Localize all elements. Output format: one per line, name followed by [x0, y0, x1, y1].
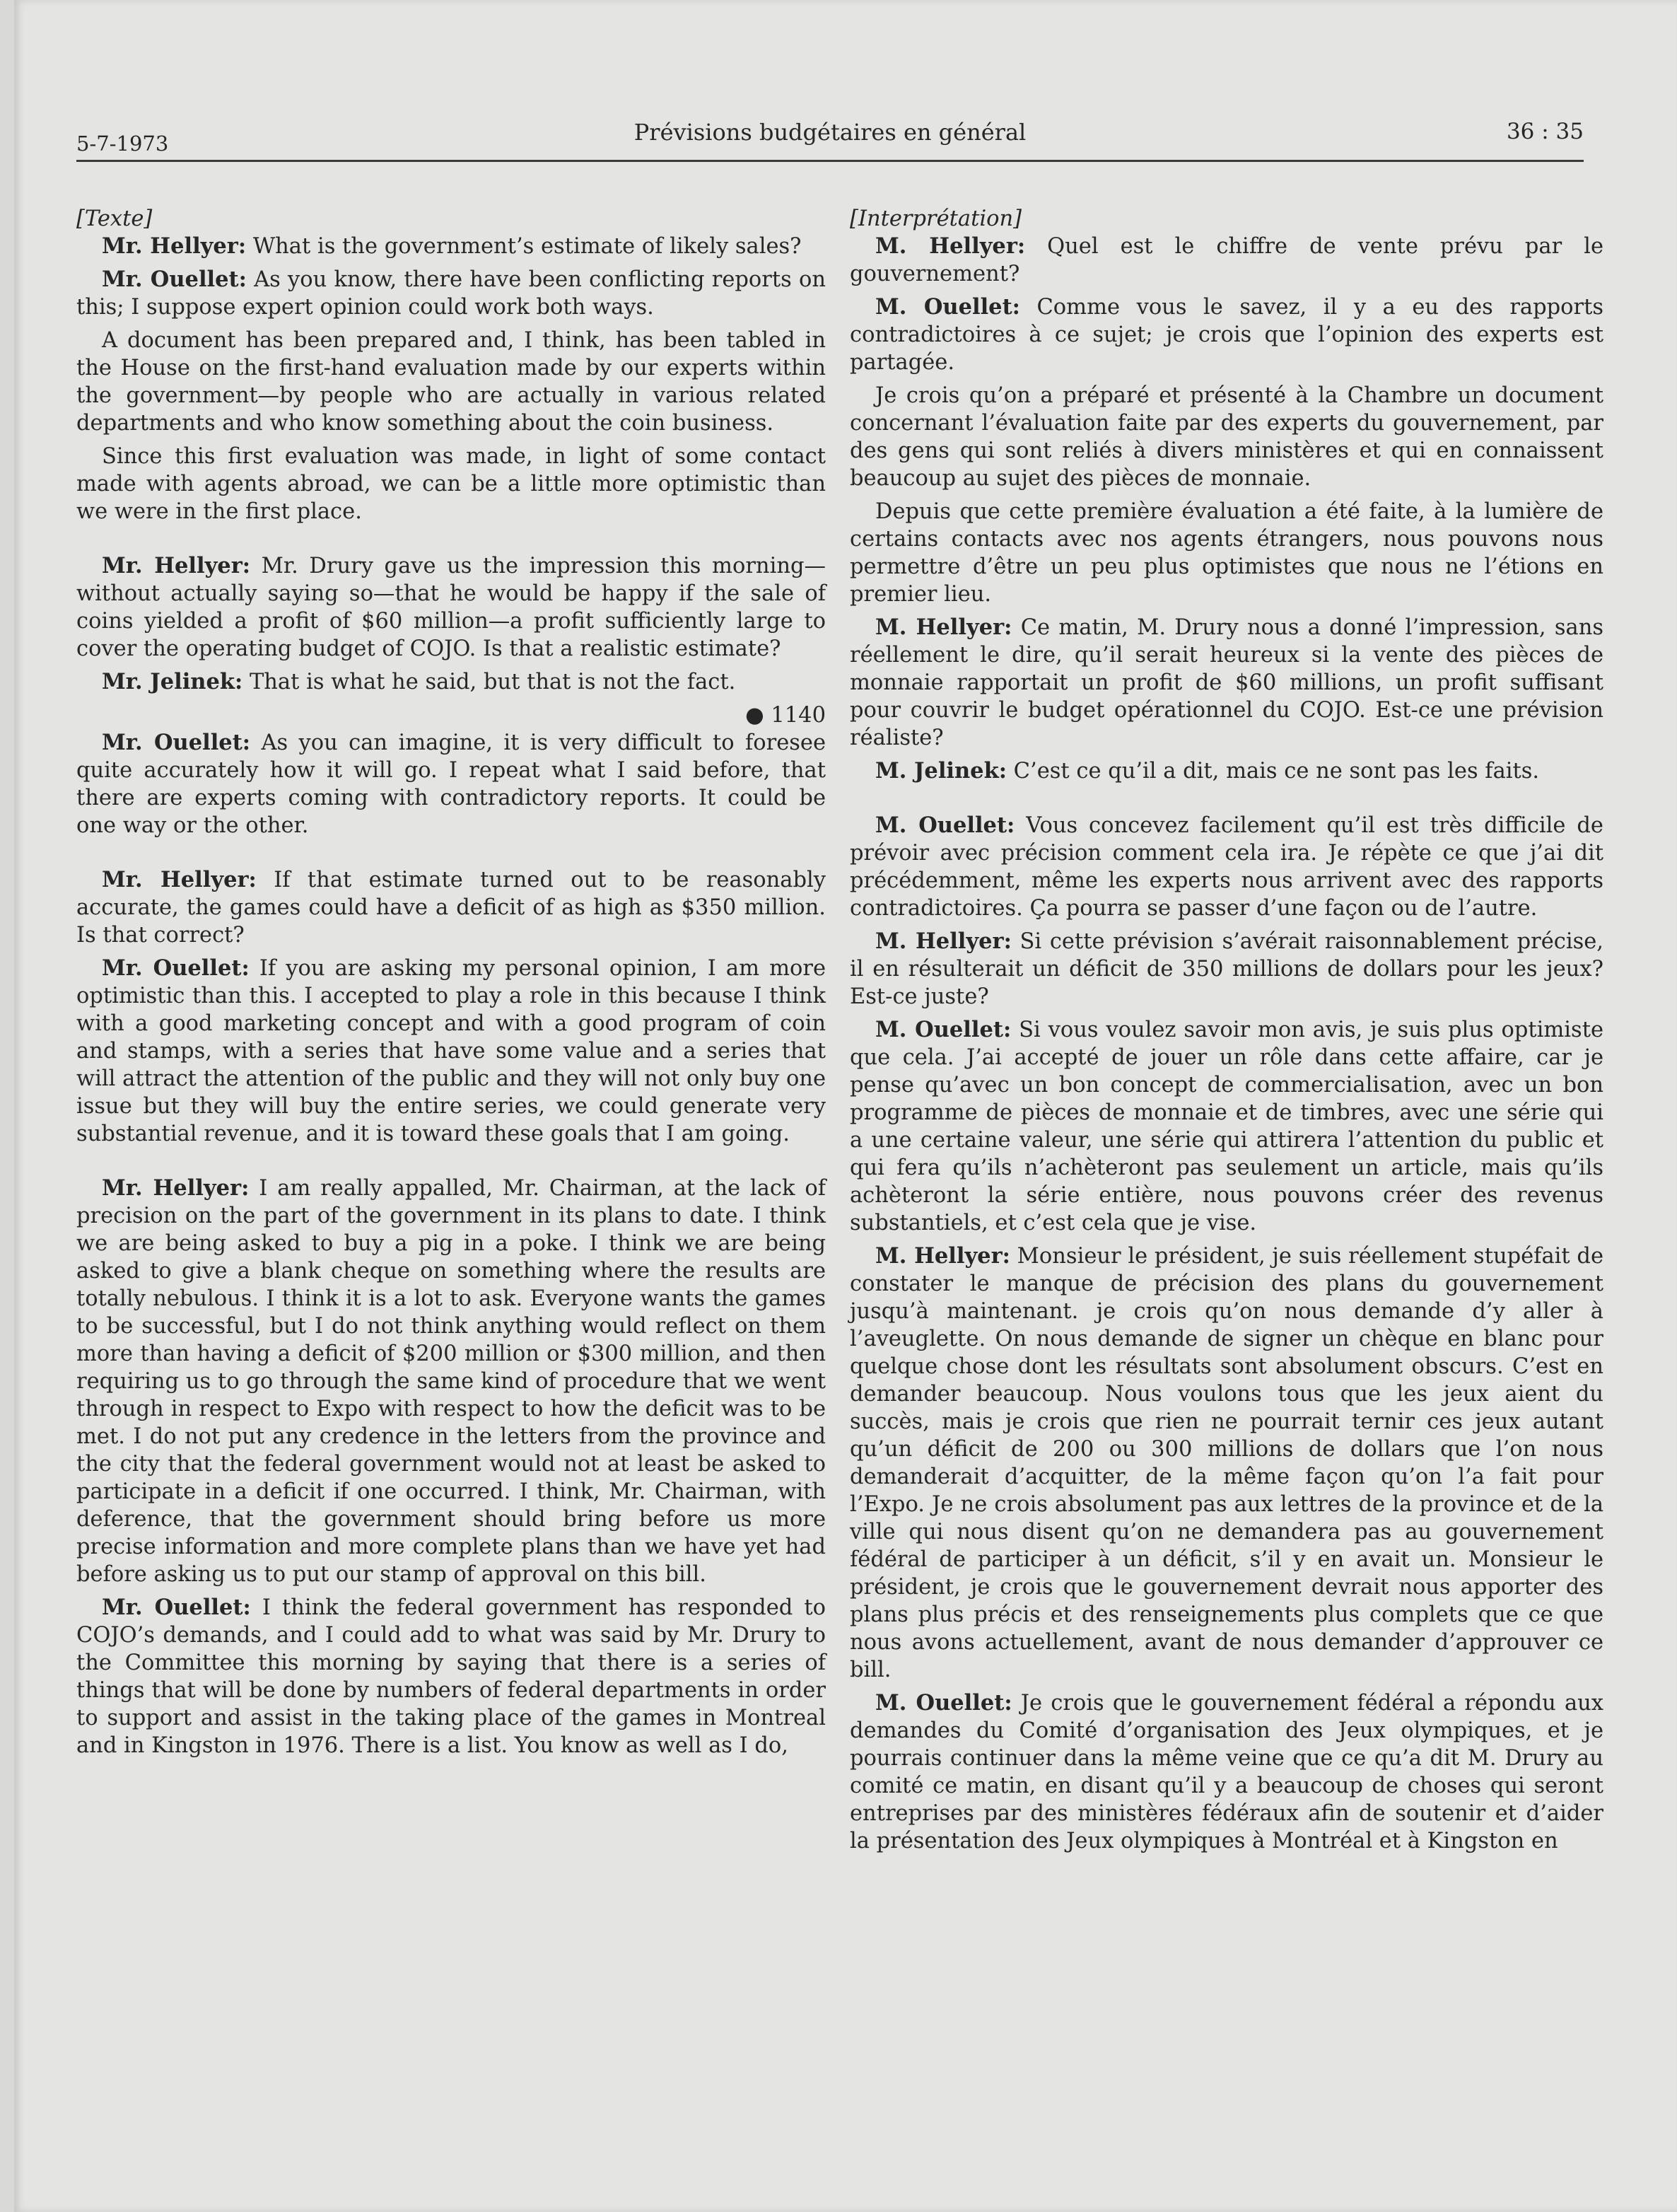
- paragraph-text: I think the federal government has responded to COJO’s demands, and I could add to what was said by Mr. Drury to the Committee this morning by saying that there is a series of things that will be done by numbers of federal departments in order to support and assist in the taking place of the games in Montreal and in Kingston in 1976. There is a list. You know as well as I do,: [76, 1595, 826, 1758]
- paragraph: [76, 955, 826, 1148]
- speaker-name: M. Ouellet:: [875, 813, 1015, 838]
- document-page: [14, 0, 1677, 2212]
- header-title: Prévisions budgétaires en général: [633, 119, 1027, 146]
- paragraph-text: Comme vous le savez, il y a eu des rapports contradictoires à ce sujet; je crois que l’opinion des experts est partagée.: [850, 295, 1603, 375]
- section-label: [Texte]: [76, 206, 153, 231]
- paragraph: [76, 1175, 826, 1588]
- paragraph-text: Since this first evaluation was made, in light of some contact made with agents abroad, we can be a little more optimistic than we were in the first place.: [76, 444, 826, 524]
- paragraph-text: Si cette prévision s’avérait raisonnablement précise, il en résulterait un déficit de 350 millions de dollars pour les jeux? Est-ce juste?: [850, 929, 1603, 1009]
- speaker-name: Mr. Ouellet:: [102, 730, 251, 755]
- speaker-name: Mr. Ouellet:: [102, 955, 250, 981]
- paragraph-text: Si vous voulez savoir mon avis, je suis plus optimiste que cela. J’ai accepté de jouer un rôle dans cette affaire, car je pense qu’avec un bon concept de commercialisation, avec un bon programme de pièces de monnaie et de timbres, avec une série qui a une certaine valeur, une série qui attirera l’attention du public et qui fera qu’ils n’achèteront pas seulement un article, mais qu’ils achèteront la série entière, nous pouvons créer des revenus substantiels, et c’est cela que je vise.: [850, 1018, 1604, 1235]
- page-header: [76, 119, 1584, 162]
- paragraph: [850, 614, 1603, 752]
- paragraph-text: That is what he said, but that is not the fact.: [243, 670, 736, 694]
- paragraph: [76, 327, 826, 437]
- paragraph: [76, 866, 826, 949]
- speaker-name: M. Hellyer:: [875, 233, 1026, 259]
- time-marker: ● 1140: [745, 703, 826, 728]
- paragraph: [76, 266, 826, 321]
- paragraph: [850, 812, 1603, 922]
- paragraph: [850, 293, 1603, 376]
- paragraph-text: Mr. Drury gave us the impression this morning—without actually saying so—that he would be happy if the sale of coins yielded a profit of $60 million—a profit sufficiently large to cover the operating budget of COJO. Is that a realistic estimate?: [76, 554, 826, 661]
- paragraph: [850, 928, 1603, 1011]
- speaker-name: M. Ouellet:: [875, 1690, 1012, 1716]
- speaker-name: M. Ouellet:: [875, 1017, 1012, 1042]
- speaker-name: M. Hellyer:: [875, 929, 1012, 954]
- paragraph-text: C’est ce qu’il a dit, mais ce ne sont pas les faits.: [1006, 759, 1540, 784]
- paragraph-text: As you can imagine, it is very difficult to foresee quite accurately how it will go. I repeat what I said before, that there are experts coming with contradictory reports. It could be one way or the other.: [76, 730, 826, 838]
- speaker-name: M. Hellyer:: [875, 1243, 1010, 1269]
- speaker-name: Mr. Ouellet:: [102, 1595, 251, 1620]
- paragraph-text: Ce matin, M. Drury nous a donné l’impression, sans réellement le dire, qu’il serait heureux si la vente des pièces de monnaie rapportait un profit de $60 millions, un profit suffisant pour couvrir le budget opérationnel du COJO. Est-ce une prévision réaliste?: [850, 615, 1604, 750]
- paragraph-text: Quel est le chiffre de vente prévu par le gouvernement?: [850, 234, 1603, 286]
- paragraph: [850, 498, 1603, 608]
- paragraph-text: Je crois que le gouvernement fédéral a répondu aux demandes du Comité d’organisation des Jeux olympiques, et je pourrais continuer dans la même veine que ce qu’a dit M. Drury au comité ce matin, en disant qu’il y a beaucoup de choses qui seront entreprises par des ministères fédéraux afin de soutenir et d’aider la présentation des Jeux olympiques à Montréal et à Kingston en: [850, 1691, 1603, 1853]
- paragraph-text: Monsieur le président, je suis réellement stupéfait de constater le manque de précision des plans du gouvernement jusqu’à maintenant. je crois qu’on nous demande d’y aller à l’aveuglette. On nous demande de signer un chèque en blanc pour quelque chose dont les résultats sont absolument obscurs. C’est en demander beaucoup. Nous voulons tous que les jeux aient du succès, mais je crois que rien ne pourrait ternir ces jeux autant qu’un déficit de 200 ou 300 millions de dollars que l’on nous demanderait d’acquitter, de la même façon qu’on l’a fait pour l’Expo. Je ne crois absolument pas aux lettres de la province et de la ville qui nous disent qu’on ne demandera pas au gouvernement fédéral de participer à un déficit, s’il y en avait un. Monsieur le président, je crois que le gouvernement devrait nous apporter des plans plus précis et des renseignements plus complets que ce que nous avons actuellement, avant de nous demander d’approuver ce bill.: [850, 1244, 1603, 1682]
- header-page-number: 36 : 35: [1506, 119, 1584, 144]
- header-date: 5-7-1973: [76, 132, 169, 156]
- paragraph-text: What is the government’s estimate of likely sales?: [246, 234, 802, 259]
- paragraph: [76, 1594, 826, 1759]
- speaker-name: Mr. Ouellet:: [102, 267, 247, 292]
- speaker-name: Mr. Hellyer:: [102, 867, 257, 892]
- speaker-name: Mr. Jelinek:: [102, 669, 243, 694]
- speaker-name: Mr. Hellyer:: [102, 1175, 250, 1201]
- paragraph: [850, 382, 1603, 492]
- paragraph: [850, 1016, 1603, 1237]
- english-column: [76, 205, 826, 1765]
- speaker-name: M. Jelinek:: [875, 758, 1007, 784]
- paragraph: [850, 1242, 1603, 1684]
- paragraph: [76, 443, 826, 525]
- paragraph: [850, 757, 1603, 785]
- paragraph-text: I am really appalled, Mr. Chairman, at the lack of precision on the part of the government in its plans to date. I think we are being asked to buy a pig in a poke. I think we are being asked to give a blank cheque on something where the results are totally nebulous. I think it is a lot to ask. Everyone wants the games to be successful, but I do not think anything would reflect on them more than having a deficit of $200 million or $300 million, and then requiring us to go through the same kind of procedure that we went through in respect to Expo with respect to how the deficit was to be met. I do not put any credence in the letters from the province and the city that the federal government would not at least be asked to participate in a deficit if one occurred. I think, Mr. Chairman, with deference, that the government should bring before us more precise information and more complete plans than we have yet had before asking us to put our stamp of approval on this bill.: [76, 1176, 826, 1587]
- french-column: [850, 205, 1603, 1861]
- speaker-name: M. Hellyer:: [875, 615, 1012, 640]
- paragraph-text: A document has been prepared and, I think, has been tabled in the House on the first-hand evaluation made by our experts within the government—by people who are actually in various related departments and who know something about the coin business.: [76, 328, 826, 436]
- paragraph: [76, 668, 826, 696]
- paragraph-text: Vous concevez facilement qu’il est très difficile de prévoir avec précision comment cela ira. Je répète ce que j’ai dit précédemment, même les experts nous arrivent avec des rapports contradictoires. Ça pourra se passer d’une façon ou de l’autre.: [850, 813, 1603, 921]
- paragraph: [850, 1689, 1603, 1855]
- section-label: [Interprétation]: [850, 206, 1022, 231]
- paragraph-text: Je crois qu’on a préparé et présenté à la Chambre un document concernant l’évaluation faite par des experts du gouvernement, par des gens qui sont reliés à divers ministères et qui en connaissent beaucoup au sujet des pièces de monnaie.: [850, 383, 1603, 491]
- paragraph: [76, 729, 826, 839]
- paragraph-text: Depuis que cette première évaluation a été faite, à la lumière de certains contacts avec nos agents étrangers, nous pouvons nous permettre d’être un peu plus optimistes que nous ne l’étions en premier lieu.: [850, 499, 1603, 607]
- paragraph-text: If you are asking my personal opinion, I am more optimistic than this. I accepted to play a role in this because I think with a good marketing concept and with a good program of coin and stamps, with a series that have some value and a series that will attract the attention of the public and they will not only buy one issue but they will buy the entire series, we could generate very substantial revenue, and it is toward these goals that I am going.: [76, 956, 826, 1146]
- paragraph: [850, 233, 1603, 288]
- paragraph: [76, 552, 826, 663]
- paragraph: [76, 233, 826, 260]
- speaker-name: Mr. Hellyer:: [102, 553, 251, 578]
- paragraph-text: As you know, there have been conflicting reports on this; I suppose expert opinion could work both ways.: [76, 267, 826, 320]
- speaker-name: M. Ouellet:: [875, 294, 1020, 320]
- speaker-name: Mr. Hellyer:: [102, 233, 247, 259]
- paragraph-text: If that estimate turned out to be reasonably accurate, the games could have a deficit of as high as $350 million. Is that correct?: [76, 868, 826, 948]
